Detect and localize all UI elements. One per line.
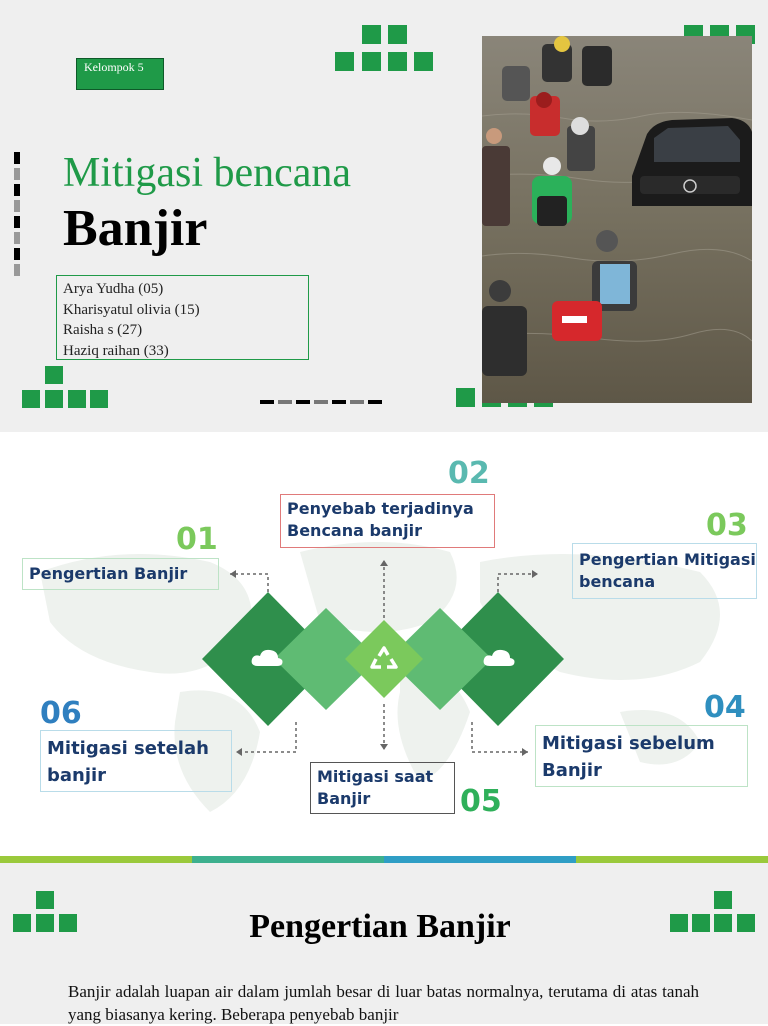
decor-square — [335, 52, 354, 71]
decor-square — [362, 25, 381, 44]
decor-horizontal-dashes — [260, 400, 384, 404]
decor-square — [414, 52, 433, 71]
topic-box-05: Mitigasi saat Banjir — [310, 762, 455, 814]
topic-box-03: Pengertian Mitigasi bencana — [572, 543, 757, 599]
member-list — [56, 275, 309, 360]
section-paragraph: Banjir adalah luapan air dalam jumlah besar di luar batas normalnya, terutama di atas tanah yang biasanya kering. Beberapa penyebab banjir — [68, 982, 699, 1024]
item-number: 02 — [448, 456, 490, 491]
decor-square — [388, 25, 407, 44]
item-number: 04 — [704, 690, 746, 725]
decor-square — [456, 388, 475, 407]
section-title: Pengertian Banjir — [249, 908, 511, 945]
member-item: Arya Yudha (05) — [63, 281, 164, 297]
item-number: 06 — [40, 696, 82, 731]
decor-square — [90, 390, 108, 408]
topic-box-01: Pengertian Banjir — [22, 558, 219, 590]
topic-box-06: Mitigasi setelah banjir — [40, 730, 232, 792]
recycle-icon — [369, 645, 399, 678]
decor-square — [68, 390, 86, 408]
topic-box-04: Mitigasi sebelum Banjir — [535, 725, 748, 787]
decor-square — [362, 52, 381, 71]
slide-subtitle: Mitigasi bencana — [63, 150, 352, 196]
decor-square — [36, 891, 54, 909]
outline-slide — [0, 432, 768, 862]
item-number: 01 — [176, 522, 218, 557]
topic-box-02: Penyebab terjadinya Bencana banjir — [280, 494, 495, 548]
slide-separator — [0, 856, 768, 863]
slide-title: Banjir — [63, 200, 208, 257]
flood-photo — [482, 36, 752, 403]
decor-square — [45, 366, 63, 384]
decor-vertical-dashes — [14, 152, 20, 280]
decor-square — [388, 52, 407, 71]
group-badge: Kelompok 5 — [76, 58, 164, 90]
member-item: Kharisyatul olivia (15) — [63, 301, 200, 318]
cloud-icon — [482, 648, 516, 673]
member-item: Haziq raihan (33) — [63, 342, 169, 359]
member-item: Raisha s (27) — [63, 322, 143, 338]
cloud-icon — [250, 648, 284, 673]
decor-square — [45, 390, 63, 408]
decor-square — [714, 891, 732, 909]
decor-square — [22, 390, 40, 408]
item-number: 05 — [460, 784, 502, 819]
item-number: 03 — [706, 508, 748, 543]
title-slide — [0, 0, 768, 432]
